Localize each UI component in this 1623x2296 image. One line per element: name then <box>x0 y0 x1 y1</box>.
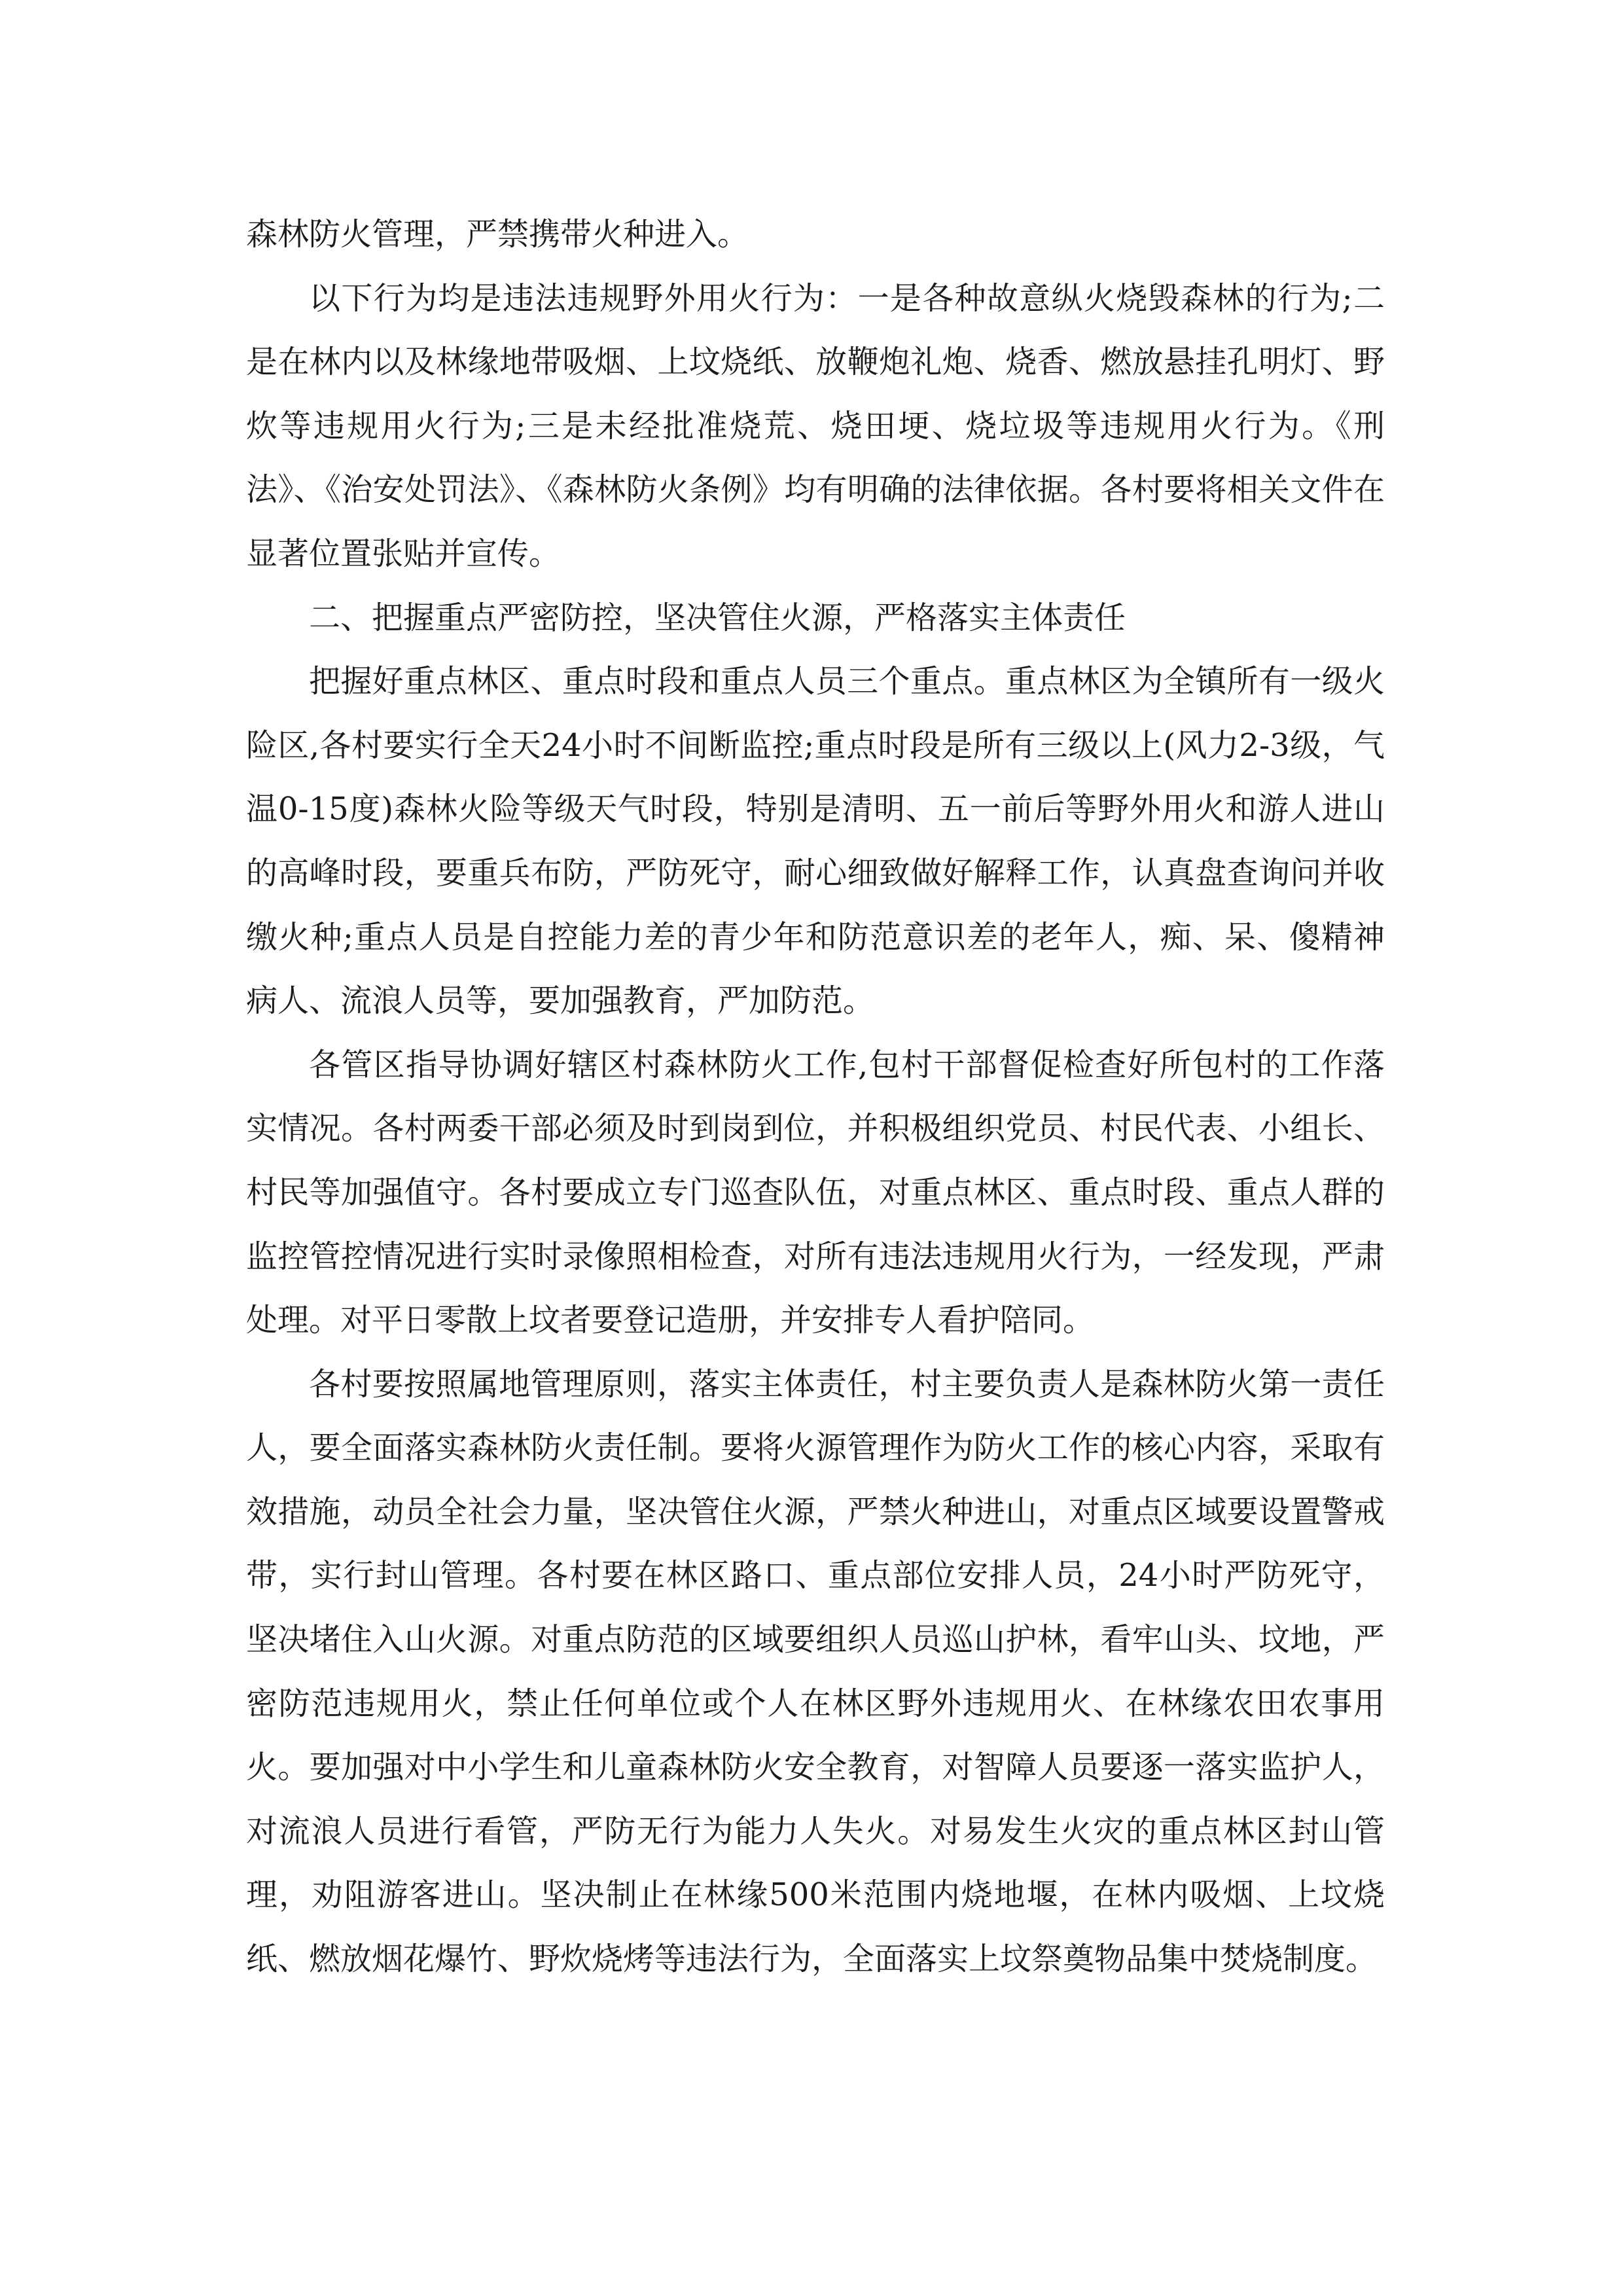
document-body <box>246 203 1385 1992</box>
paragraph-responsibility: 各村要按照属地管理原则，落实主体责任，村主要负责人是森林防火第一责任人，要全面落实森林防火责任制。要将火源管理作为防火工作的核心内容，采取有效措施，动员全社会力量，坚决管住火源，严禁火种进山，对重点区域要设置警戒带，实行封山管理。各村要在林区路口、重点部位安排人员，24小时严防死守，坚决堵住入山火源。对重点防范的区域要组织人员巡山护林，看牢山头、坟地，严密防范违规用火，禁止任何单位或个人在林区野外违规用火、在林缘农田农事用火。要加强对中小学生和儿童森林防火安全教育，对智障人员要逐一落实监护人，对流浪人员进行看管，严防无行为能力人失火。对易发生火灾的重点林区封山管理，劝阻游客进山。坚决制止在林缘500米范围内烧地堰，在林内吸烟、上坟烧纸、燃放烟花爆竹、野炊烧烤等违法行为，全面落实上坟祭奠物品集中焚烧制度。 <box>246 1365 1385 1978</box>
paragraph-illegal-fire-use: 以下行为均是违法违规野外用火行为：一是各种故意纵火烧毁森林的行为;二是在林内以及林缘地带吸烟、上坟烧纸、放鞭炮礼炮、烧香、燃放悬挂孔明灯、野炊等违规用火行为;三是未经批准烧荒、烧田埂、烧垃圾等违规用火行为。《刑法》、《治安处罚法》、《森林防火条例》均有明确的法律依据。各村要将相关文件在显著位置张贴并宣传。 <box>246 279 1385 572</box>
paragraph-key-points: 把握好重点林区、重点时段和重点人员三个重点。重点林区为全镇所有一级火险区,各村要实行全天24小时不间断监控;重点时段是所有三级以上(风力2-3级，气温0-15度)森林火险等级天气时段，特别是清明、五一前后等野外用火和游人进山的高峰时段，要重兵布防，严防死守，耐心细致做好解释工作，认真盘查询问并收缴火种;重点人员是自控能力差的青少年和防范意识差的老年人，痴、呆、傻精神病人、流浪人员等，要加强教育，严加防范。 <box>246 663 1385 1020</box>
paragraph-continuation: 森林防火管理，严禁携带火种进入。 <box>246 216 749 253</box>
section-heading: 二、把握重点严密防控，坚决管住火源，严格落实主体责任 <box>309 599 1126 636</box>
paragraph-district-coordination: 各管区指导协调好辖区村森林防火工作,包村干部督促检查好所包村的工作落实情况。各村两委干部必须及时到岗到位，并积极组织党员、村民代表、小组长、村民等加强值守。各村要成立专门巡查队伍，对重点林区、重点时段、重点人群的监控管控情况进行实时录像照相检查，对所有违法违规用火行为，一经发现，严肃处理。对平日零散上坟者要登记造册，并安排专人看护陪同。 <box>246 1046 1385 1339</box>
